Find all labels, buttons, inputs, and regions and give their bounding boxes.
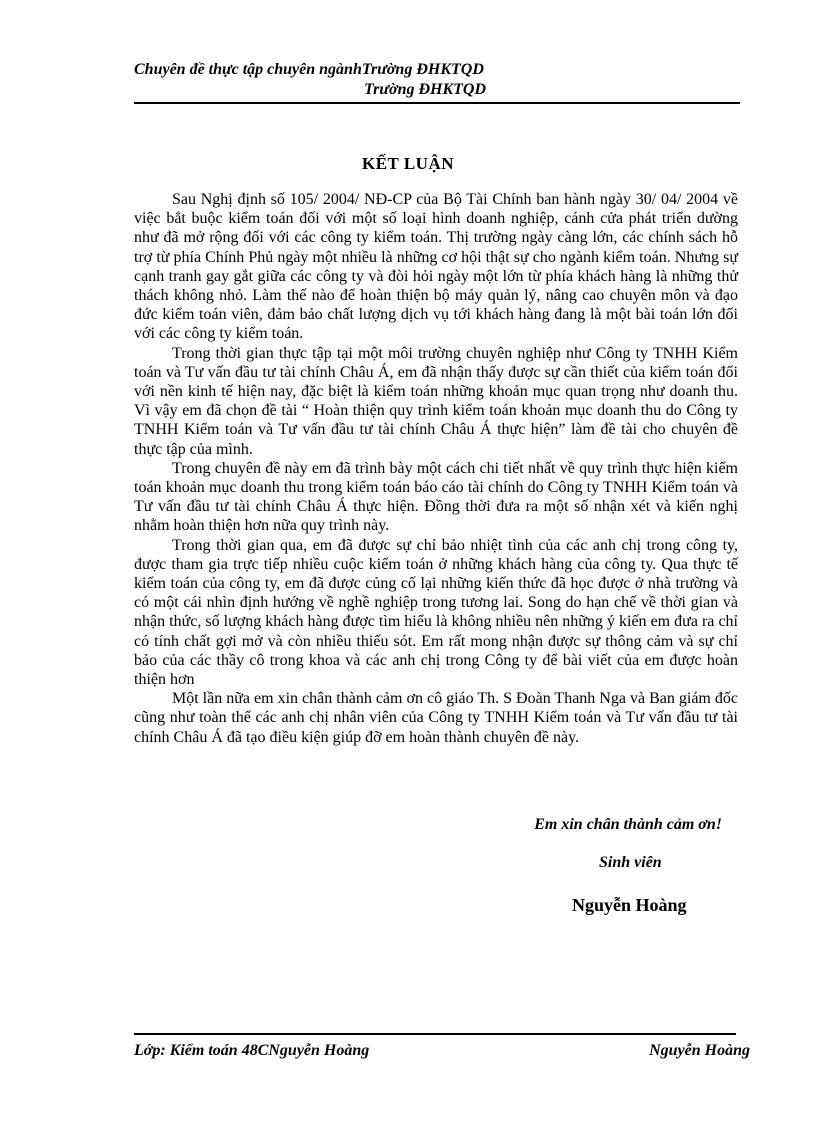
- footer-author: Nguyễn Hoàng: [649, 1042, 750, 1059]
- closing-thanks: Em xin chân thành cảm ơn!: [534, 816, 722, 833]
- closing-role: Sinh viên: [599, 854, 662, 871]
- running-header-line2: Trường ĐHKTQD: [364, 81, 487, 98]
- footer-class-info: Lớp: Kiểm toán 48CNguyễn Hoàng: [134, 1042, 370, 1059]
- running-header-line1: Chuyên đề thực tập chuyên ngànhTrường ĐHKTQD: [134, 61, 484, 78]
- paragraph: Một lần nữa em xin chân thành cảm ơn cô giáo Th. S Đoàn Thanh Nga và Ban giám đốc cũng như toàn thể các anh chị nhân viên của Công ty TNHH Kiểm toán và Tư vấn đầu tư tài chính Châu Á đã tạo điều kiện giúp đỡ em hoàn thành chuyên đề này.: [134, 690, 738, 746]
- paragraph: Trong thời gian thực tập tại một môi trường chuyên nghiệp như Công ty TNHH Kiểm toán và Tư vấn đầu tư tài chính Châu Á, em đã nhận thấy được sự cần thiết của kiểm toán đối với nền kinh tế hiện nay, đặc biệt là kiểm toán những khoản mục quan trọng như doanh thu. Vì vậy em đã chọn đề tài “ Hoàn thiện quy trình kiểm toán khoản mục doanh thu do Công ty TNHH Kiểm toán và Tư vấn đầu tư tài chính Châu Á thực hiện” làm đề tài cho chuyên đề thực tập của mình.: [134, 344, 738, 458]
- signer-name: Nguyễn Hoàng: [572, 895, 687, 915]
- paragraph: Trong chuyên đề này em đã trình bày một cách chi tiết nhất về quy trình thực hiện kiểm toán khoản mục doanh thu trong kiểm toán báo cáo tài chính do Công ty TNHH Kiểm toán và Tư vấn đầu tư tài chính Châu Á thực hiện. Đồng thời đưa ra một số nhận xét và kiến nghị nhằm hoàn thiện hơn nữa quy trình này.: [134, 459, 738, 535]
- body-text: [134, 190, 738, 747]
- page-title: KẾT LUẬN: [361, 154, 454, 173]
- paragraph: Trong thời gian qua, em đã được sự chỉ bảo nhiệt tình của các anh chị trong công ty, được tham gia trực tiếp nhiều cuộc kiểm toán ở những khách hàng của công ty. Qua thực tế kiểm toán của công ty, em đã được củng cố lại những kiến thức đã học được ở nhà trường và có một cái nhìn định hướng về nghề nghiệp trong tương lai. Song do hạn chế về thời gian và nhận thức, số lượng khách hàng được tìm hiểu là không nhiều nên những ý kiến em đưa ra chỉ có tính chất gợi mở và còn nhiều thiếu sót. Em rất mong nhận được sự thông cảm và sự chỉ bảo của các thầy cô trong khoa và các anh chị trong Công ty để bài viết của em được hoàn thiện hơn: [134, 536, 738, 689]
- header-rule: [134, 102, 740, 104]
- footer-rule: [134, 1033, 736, 1035]
- paragraph: Sau Nghị định số 105/ 2004/ NĐ-CP của Bộ Tài Chính ban hành ngày 30/ 04/ 2004 về việc bắt buộc kiểm toán đối với một số loại hình doanh nghiệp, cánh cửa phát triển dường như đã mở rộng đối với các công ty kiểm toán. Thị trường ngày càng lớn, các chính sách hỗ trợ từ phía Chính Phủ ngày một nhiều là những cơ hội thật sự cho ngành kiểm toán. Nhưng sự cạnh tranh gay gắt giữa các công ty và đòi hỏi ngày một lớn từ phía khách hàng là những thử thách không nhỏ. Làm thế nào để hoàn thiện bộ máy quản lý, nâng cao chuyên môn và đạo đức kiểm toán viên, đảm bảo chất lượng dịch vụ tới khách hàng đang là một bài toán lớn đối với các công ty kiểm toán.: [134, 191, 738, 343]
